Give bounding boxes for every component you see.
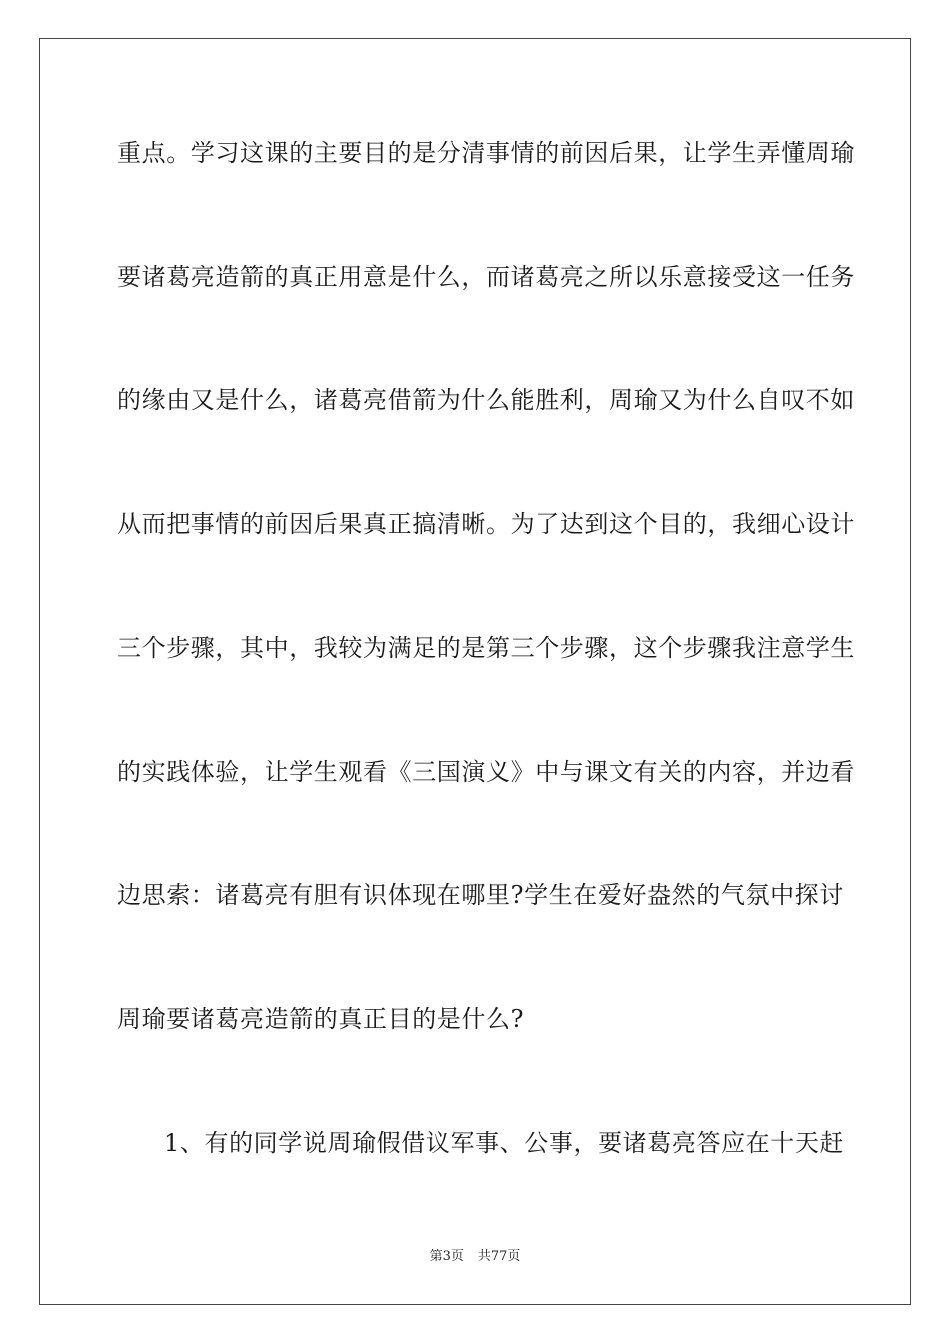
body-line-9: 1、有的同学说周瑜假借议军事、公事，要诸葛亮答应在十天赶 — [164, 1129, 845, 1157]
body-line-8: 周瑜要诸葛亮造箭的真正目的是什么? — [117, 1005, 525, 1033]
page-number: 第3页 — [429, 1249, 464, 1264]
page-border — [39, 38, 911, 1305]
body-line-4: 从而把事情的前因后果真正搞清晰。为了达到这个目的，我细心设计 — [117, 510, 855, 538]
body-line-1: 重点。学习这课的主要目的是分清事情的前因后果，让学生弄懂周瑜 — [117, 139, 855, 167]
body-line-3: 的缘由又是什么，诸葛亮借箭为什么能胜利，周瑜又为什么自叹不如 — [117, 386, 855, 414]
body-line-5: 三个步骤，其中，我较为满足的是第三个步骤，这个步骤我注意学生 — [117, 634, 855, 662]
body-line-7: 边思索：诸葛亮有胆有识体现在哪里?学生在爱好盎然的气氛中探讨 — [117, 881, 844, 909]
total-pages: 共77页 — [477, 1249, 521, 1264]
page-footer — [0, 1248, 950, 1266]
body-line-6: 的实践体验，让学生观看《三国演义》中与课文有关的内容，并边看 — [117, 758, 855, 786]
body-line-2: 要诸葛亮造箭的真正用意是什么，而诸葛亮之所以乐意接受这一任务 — [117, 263, 855, 291]
